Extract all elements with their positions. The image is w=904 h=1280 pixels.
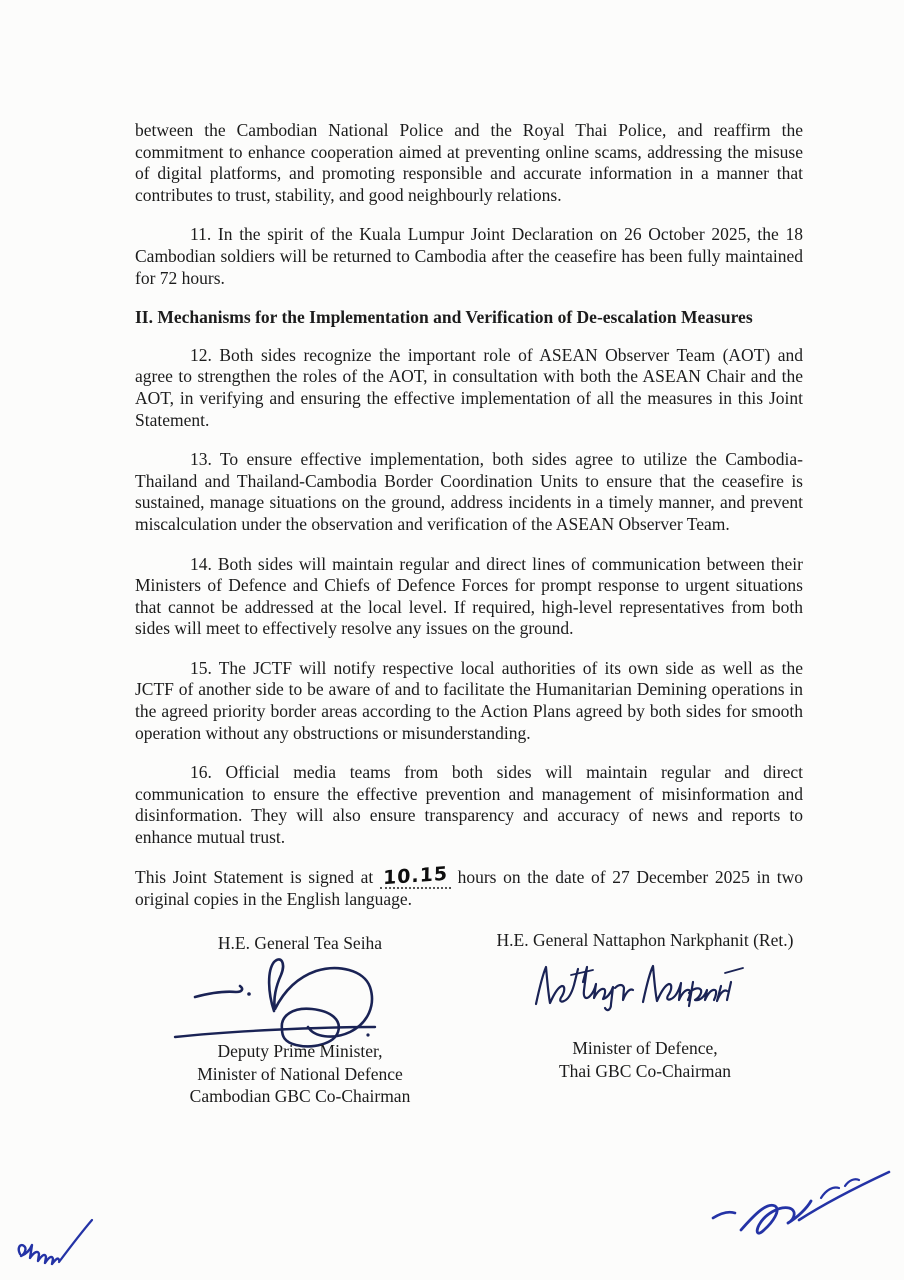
title-line: Deputy Prime Minister, (217, 1041, 383, 1061)
paragraph-12: 12. Both sides recognize the important role of ASEAN Observer Team (AOT) and agree to strengthen the roles of the AOT, in consultation with both the ASEAN Chair and the AOT, in verifying and ensuring the effective implementation of all the measures in this Joint Statement. (135, 344, 803, 430)
closing-suffix: hours on the date of 27 December 2025 in two original copies in the English language. (135, 866, 803, 909)
signatory-titles-thailand (475, 1037, 815, 1082)
section-heading: II. Mechanisms for the Implementation and Verification of De-escalation Measures (135, 307, 753, 328)
nattaphon-narkphanit-signature (531, 960, 746, 1012)
initial-paraph-bottom-right (703, 1156, 898, 1256)
signatory-name-cambodia: H.E. General Tea Seiha (217, 933, 383, 953)
paragraph-11: 11. In the spirit of the Kuala Lumpur Joint Declaration on 26 October 2025, the 18 Cambodian soldiers will be returned to Cambodia after the ceasefire has been fully maintained for 72 hours. (135, 224, 803, 288)
title-line: Minister of Defence, (572, 1038, 718, 1058)
paragraph-14: 14. Both sides will maintain regular and direct lines of communication between their Ministers of Defence and Chiefs of Defence Forces for prompt response to urgent situations that cannot be addressed at the local level. If required, high-level representatives from both sides will meet to effectively resolve any issues on the ground. (135, 553, 803, 639)
paragraph-15: 15. The JCTF will notify respective local authorities of its own side as well as the JCTF of another side to be aware of and to facilitate the Humanitarian Demining operations in the agreed priority border areas according to the Action Plans agreed by both sides for smooth operation without any obstructions or misunderstanding. (135, 657, 803, 743)
title-line: Minister of National Defence (197, 1063, 403, 1084)
signatory-titles-cambodia (140, 1040, 460, 1108)
document-body (135, 120, 803, 928)
paragraph-intro-continuation: between the Cambodian National Police and the Royal Thai Police, and reaffirm the commitment to enhance cooperation aimed at preventing online scams, addressing the misuse of digital platforms, and promoting responsible and accurate information in a manner that contributes to trust, stability, and good neighbourly relations. (135, 120, 803, 205)
signatory-name-thailand: H.E. General Nattaphon Narkphanit (Ret.) (496, 930, 794, 950)
signing-time-dotted-line (380, 862, 451, 889)
paragraph-16: 16. Official media teams from both sides will maintain regular and direct communication to ensure the effective prevention and management of misinformation and disinformation. They will also ensure transparency and accuracy of news and reports to enhance mutual trust. (135, 762, 803, 848)
title-line: Cambodian GBC Co-Chairman (189, 1086, 411, 1106)
closing-prefix: This Joint Statement is signed at (135, 866, 380, 887)
paragraph-13: 13. To ensure effective implementation, both sides agree to utilize the Cambodia-Thailand and Thailand-Cambodia Border Coordination Units to ensure that the ceasefire is sustained, manage situations on the ground, address incidents in a timely manner, and prevent miscalculation under the observation and verification of the ASEAN Observer Team. (135, 449, 803, 534)
initial-paraph-bottom-left (12, 1210, 104, 1272)
handwritten-signing-time: 10.15 (382, 862, 449, 889)
title-line: Thai GBC Co-Chairman (558, 1060, 732, 1081)
closing-statement (135, 862, 803, 911)
tea-seiha-signature (170, 953, 405, 1048)
